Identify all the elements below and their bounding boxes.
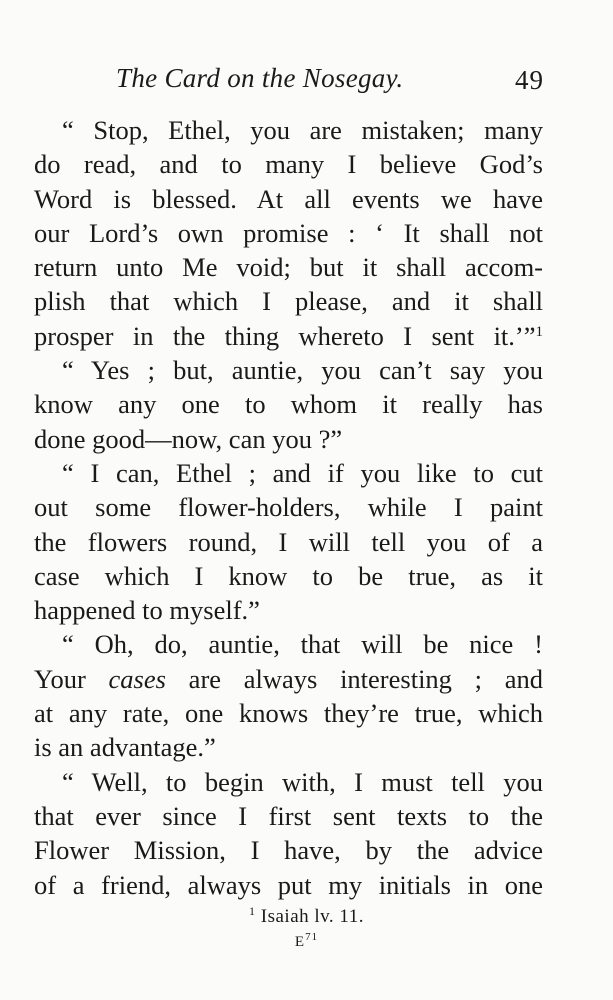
text-line bbox=[34, 730, 543, 764]
footnote-text: Isaiah lv. 11. bbox=[260, 906, 364, 927]
running-header bbox=[116, 63, 544, 103]
signature-number: 71 bbox=[305, 931, 319, 943]
running-title: The Card on the Nosegay. bbox=[116, 63, 404, 93]
text-line bbox=[34, 833, 543, 867]
text-line bbox=[34, 353, 543, 387]
text-segment: “ Stop, Ethel, you are mistaken; many bbox=[62, 115, 543, 145]
text-line bbox=[34, 387, 543, 421]
text-segment: at any rate, one knows they’re true, which bbox=[34, 698, 543, 729]
text-segment: are always interesting ; and bbox=[165, 663, 544, 694]
emphasis-text: cases bbox=[108, 663, 166, 694]
text-segment: know any one to whom it really has bbox=[34, 389, 543, 420]
signature-letter: E bbox=[294, 934, 306, 950]
text-segment: is an advantage.” bbox=[34, 732, 216, 763]
text-line bbox=[34, 868, 543, 902]
text-segment: Word is blessed. At all events we have bbox=[34, 183, 543, 214]
text-segment: of a friend, always put my initials in one bbox=[34, 869, 543, 900]
text-line bbox=[34, 284, 543, 318]
body-text bbox=[34, 113, 543, 902]
text-segment: plish that which I please, and it shall bbox=[34, 286, 543, 317]
footnote-marker: 1 bbox=[249, 904, 256, 918]
text-line bbox=[34, 662, 543, 696]
text-segment: do read, and to many I believe God’s bbox=[34, 149, 543, 180]
signature-mark bbox=[0, 931, 613, 951]
text-segment: prosper in the thing whereto I sent it.’” bbox=[34, 320, 536, 351]
footnote bbox=[0, 906, 613, 928]
text-segment: done good—now, can you ?” bbox=[34, 423, 343, 454]
text-line bbox=[34, 696, 543, 730]
text-segment: case which I know to be true, as it bbox=[34, 560, 543, 591]
text-line bbox=[34, 422, 543, 456]
text-line bbox=[34, 799, 543, 833]
text-segment: that ever since I first sent texts to the bbox=[34, 800, 543, 831]
text-line bbox=[34, 250, 543, 284]
text-line bbox=[34, 525, 543, 559]
text-segment: happened to myself.” bbox=[34, 595, 260, 626]
text-segment: “ Yes ; but, auntie, you can’t say you bbox=[62, 355, 543, 386]
text-line bbox=[34, 559, 543, 593]
text-line bbox=[34, 113, 543, 147]
text-segment: “ I can, Ethel ; and if you like to cut bbox=[62, 457, 543, 488]
text-segment: our Lord’s own promise : ‘ It shall not bbox=[34, 217, 543, 248]
text-line bbox=[34, 627, 543, 661]
text-line bbox=[34, 490, 543, 524]
text-line bbox=[34, 216, 543, 250]
text-segment: out some flower-holders, while I paint bbox=[34, 492, 543, 523]
text-segment: Flower Mission, I have, by the advice bbox=[34, 835, 543, 866]
text-segment: “ Well, to begin with, I must tell you bbox=[62, 766, 543, 797]
text-line bbox=[34, 593, 543, 627]
text-line bbox=[34, 456, 543, 490]
text-line bbox=[34, 182, 543, 216]
text-line bbox=[34, 319, 543, 353]
text-segment: Your bbox=[34, 663, 109, 694]
text-segment: “ Oh, do, auntie, that will be nice ! bbox=[62, 629, 543, 660]
footnote-reference: 1 bbox=[535, 323, 543, 340]
text-line bbox=[34, 147, 543, 181]
text-segment: the flowers round, I will tell you of a bbox=[34, 526, 543, 557]
text-segment: return unto Me void; but it shall accom- bbox=[34, 252, 543, 283]
page-number: 49 bbox=[515, 65, 544, 95]
text-line bbox=[34, 765, 543, 799]
